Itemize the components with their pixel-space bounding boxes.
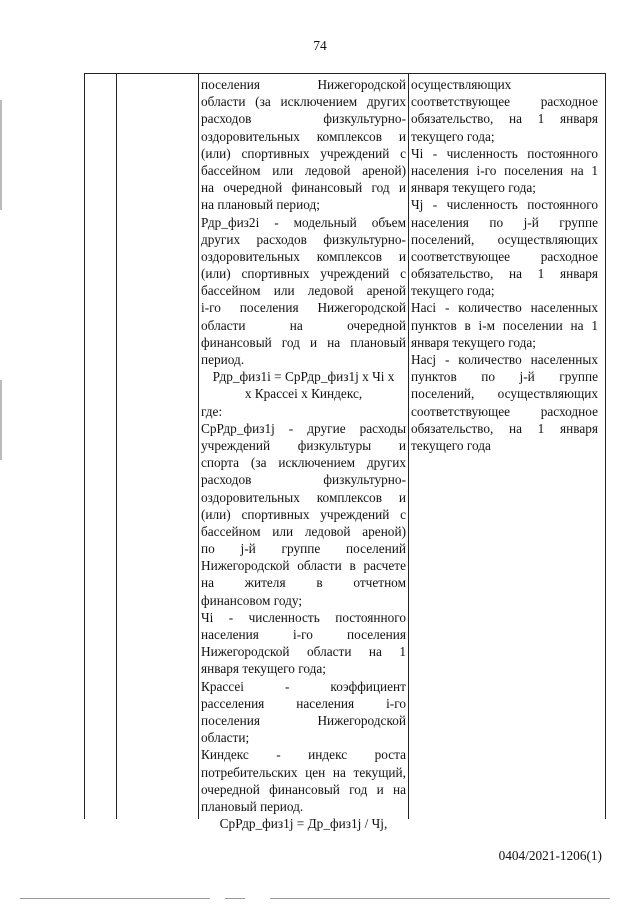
text-line: поселений, осуществляющих xyxy=(411,231,598,247)
text-line: оздоровительных комплексов и xyxy=(201,128,406,144)
text-line: текущего года; xyxy=(411,283,495,299)
text-line: потребительских цен на текущий, xyxy=(201,764,406,780)
text-line: расселения населения i-го xyxy=(201,695,406,711)
table-column-divider-3 xyxy=(408,73,409,819)
text-line: обязательство, на 1 января xyxy=(411,266,598,282)
text-line: бассейном или ледовой ареной xyxy=(201,283,406,299)
text-line: текущего года xyxy=(411,437,491,453)
table-column-divider-1 xyxy=(116,73,117,819)
text-line: области (за исключением других xyxy=(201,94,406,110)
text-line: Рдр_физ1i = СрРдр_физ1j x Чi x xyxy=(212,369,395,385)
text-line: (или) спортивных учреждений с xyxy=(201,145,406,161)
text-line: области; xyxy=(201,730,250,746)
text-line: Нижегородской области на 1 xyxy=(201,644,406,660)
text-line: обязательство, на 1 января xyxy=(411,111,598,127)
text-line: Чi - численность постоянного xyxy=(201,609,406,625)
text-line: Киндекс - индекс роста xyxy=(201,747,406,763)
text-line: Крассеi - коэффициент xyxy=(201,678,406,694)
text-line: оздоровительных комплексов и xyxy=(201,248,406,264)
table-border-right xyxy=(605,73,606,819)
text-line: учреждений физкультуры и xyxy=(201,437,406,453)
text-line: финансовом году; xyxy=(201,592,303,608)
text-line: расходов физкультурно- xyxy=(201,472,406,488)
text-line: населения i-го поселения xyxy=(201,627,406,642)
text-line: соответствующее расходное xyxy=(411,94,598,110)
text-line: Насi - количество населенных xyxy=(411,300,598,316)
text-line: Насj - количество населенных xyxy=(411,352,598,367)
table-column-divider-2 xyxy=(198,73,199,819)
text-line: спорта (за исключением других xyxy=(201,455,406,471)
scan-edge-mark xyxy=(0,380,2,460)
document-table xyxy=(84,73,606,832)
text-line: i-го поселения Нижегородской xyxy=(201,300,406,316)
text-line: пунктов по j-й группе xyxy=(411,369,598,385)
text-line: населения по j-й группе xyxy=(411,214,598,230)
text-line: на жителя в отчетном xyxy=(201,575,406,591)
text-line: Чj - численность постоянного xyxy=(411,197,598,213)
scan-edge-mark xyxy=(0,100,2,210)
text-line: расходов физкультурно- xyxy=(201,111,406,127)
text-line: января текущего года; xyxy=(411,180,536,196)
text-line: Нижегородской области в расчете xyxy=(201,558,406,574)
text-line: осуществляющих xyxy=(411,77,512,92)
text-line: (или) спортивных учреждений с xyxy=(201,506,406,522)
text-line: СрРдр_физ1j - другие расходы xyxy=(201,420,406,436)
variable-definitions-column xyxy=(411,76,598,454)
table-border-left xyxy=(84,73,85,819)
text-line: пунктов в i-м поселении на 1 xyxy=(411,317,598,333)
text-line: где: xyxy=(201,403,223,419)
text-line: области на очередной xyxy=(201,317,406,333)
text-line: поселений, осуществляющих xyxy=(411,386,598,402)
text-line: оздоровительных комплексов и xyxy=(201,489,406,505)
page-number: 74 xyxy=(313,38,327,53)
text-line: января текущего года; xyxy=(201,661,326,677)
text-line: (или) спортивных учреждений с xyxy=(201,266,406,282)
text-line: других расходов физкультурно- xyxy=(201,231,406,247)
text-line: период. xyxy=(201,352,245,367)
text-line: СрРдр_физ1j = Др_физ1j / Чj, xyxy=(219,816,388,832)
text-line: соответствующее расходное xyxy=(411,248,598,264)
text-line: финансовый год и на плановый xyxy=(201,334,406,350)
scan-bottom-dash xyxy=(270,898,610,899)
text-line: Чi - численность постоянного xyxy=(411,145,598,161)
table-top-border xyxy=(84,73,606,74)
formula-description-column xyxy=(201,76,406,832)
scan-bottom-dash xyxy=(20,898,210,899)
text-line: поселения Нижегородской xyxy=(201,712,406,728)
text-line: поселения Нижегородской xyxy=(201,77,406,92)
text-line: очередной финансовый год и на xyxy=(201,781,406,797)
text-line: бассейном или ледовой ареной) xyxy=(201,523,406,539)
text-line: по j-й группе поселений xyxy=(201,541,406,557)
text-line: населения i-го поселения на 1 xyxy=(411,162,598,178)
text-line: на очередной финансовый год и xyxy=(201,180,406,196)
text-line: на плановый период; xyxy=(201,197,320,213)
text-line: бассейном или ледовой ареной) xyxy=(201,162,406,178)
text-line: плановый период. xyxy=(201,798,304,814)
text-line: января текущего года; xyxy=(411,334,536,350)
text-line: обязательство, на 1 января xyxy=(411,420,598,436)
document-code: 0404/2021-1206(1) xyxy=(498,848,602,863)
text-line: x Крассеi x Киндекс, xyxy=(244,386,363,402)
text-line: соответствующее расходное xyxy=(411,403,598,419)
text-line: текущего года; xyxy=(411,128,495,144)
scan-bottom-dash xyxy=(225,898,245,899)
text-line: Рдр_физ2i - модельный объем xyxy=(201,214,406,230)
